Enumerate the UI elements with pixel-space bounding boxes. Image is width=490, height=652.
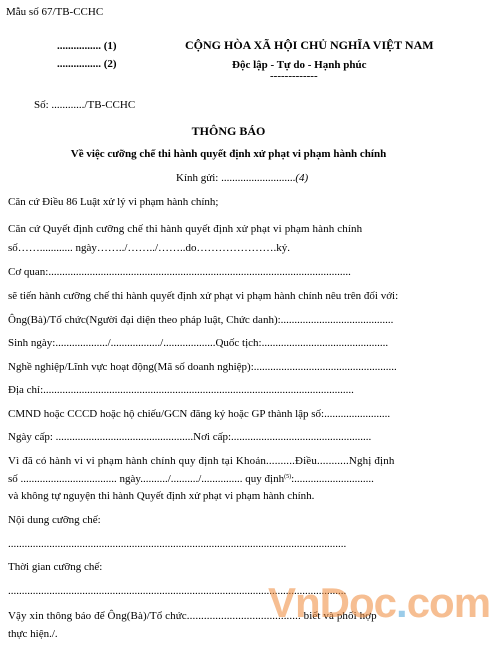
body-line-13-text: số ................................... ngày........../........../............... quy định <box>8 473 285 485</box>
body-line-13-fill: :............................. <box>291 473 374 485</box>
addressee-label: Kính gửi: ........................... <box>176 172 296 184</box>
body-line-closing: Vậy xin thông báo để Ông(Bà)/Tổ chức........................................ biết và phối hợp <box>8 610 377 622</box>
body-line-4: Cơ quan:.............................................................................................................. <box>8 266 351 278</box>
body-line-1: Căn cứ Điều 86 Luật xử lý vi phạm hành chính; <box>8 196 219 208</box>
body-line-5: sẽ tiến hành cưỡng chế thi hành quyết định xử phạt vi phạm hành chính nêu trên đối với: <box>8 290 399 302</box>
document-title: THÔNG BÁO <box>191 124 266 138</box>
body-line-13 <box>8 473 374 486</box>
enforcement-content-label: Nội dung cưỡng chế: <box>8 514 101 526</box>
body-line-11: Ngày cấp: ..................................................Nơi cấp:................................................... <box>8 431 372 443</box>
vndoc-watermark <box>268 578 490 628</box>
body-line-7: Sinh ngày:.................../................../...................Quốc tịch:.............................................. <box>8 337 389 349</box>
enforcement-time-field: ........................................................................................................................... <box>8 585 347 597</box>
body-line-2: Căn cứ Quyết định cưỡng chế thi hành quyết định xử phạt vi phạm hành chính <box>8 223 363 235</box>
body-line-14: và không tự nguyện thi hành Quyết định xử phạt vi phạm hành chính. <box>8 490 315 502</box>
enforcement-time-label: Thời gian cưỡng chế: <box>8 561 103 573</box>
body-line-9: Địa chỉ:................................................................................................................. <box>8 384 354 396</box>
form-code: Mẫu số 67/TB-CCHC <box>6 6 104 18</box>
issuing-agency-1: ................ (1) <box>57 40 117 52</box>
document-number: Số: ............/TB-CCHC <box>34 99 136 111</box>
body-line-3: số……............ ngày……../……../……..do………………….ký. <box>8 242 291 254</box>
watermark-dot: . <box>396 579 407 626</box>
addressee-note: (4) <box>295 172 309 184</box>
national-motto: Độc lập - Tự do - Hạnh phúc <box>232 59 367 71</box>
motto-underline: ------------- <box>270 70 318 82</box>
body-line-10: CMND hoặc CCCD hoặc hộ chiếu/GCN đăng ký hoặc GP thành lập số:........................ <box>8 408 391 420</box>
addressee-line <box>176 172 308 185</box>
enforcement-content-field: ........................................................................................................................... <box>8 538 347 550</box>
watermark-text-2: com <box>406 579 490 626</box>
nation-name: CỘNG HÒA XÃ HỘI CHỦ NGHĨA VIỆT NAM <box>185 38 434 52</box>
issuing-agency-2: ................ (2) <box>57 58 117 70</box>
body-line-final: thực hiện./. <box>8 628 58 640</box>
document-subtitle: Về việc cưỡng chế thi hành quyết định xử phạt vi phạm hành chính <box>70 148 387 160</box>
watermark-text-1: VnDoc <box>268 579 397 626</box>
body-line-12: Vì đã có hành vi vi phạm hành chính quy định tại Khoản..........Điều...........Nghị định <box>8 455 395 467</box>
body-line-6: Ông(Bà)/Tổ chức(Người đại diện theo pháp luật, Chức danh):......................................... <box>8 314 394 326</box>
body-line-8: Nghề nghiệp/Lĩnh vực hoạt động(Mã số doanh nghiệp):.................................................... <box>8 361 397 373</box>
footnote-5: (5) <box>284 474 292 480</box>
